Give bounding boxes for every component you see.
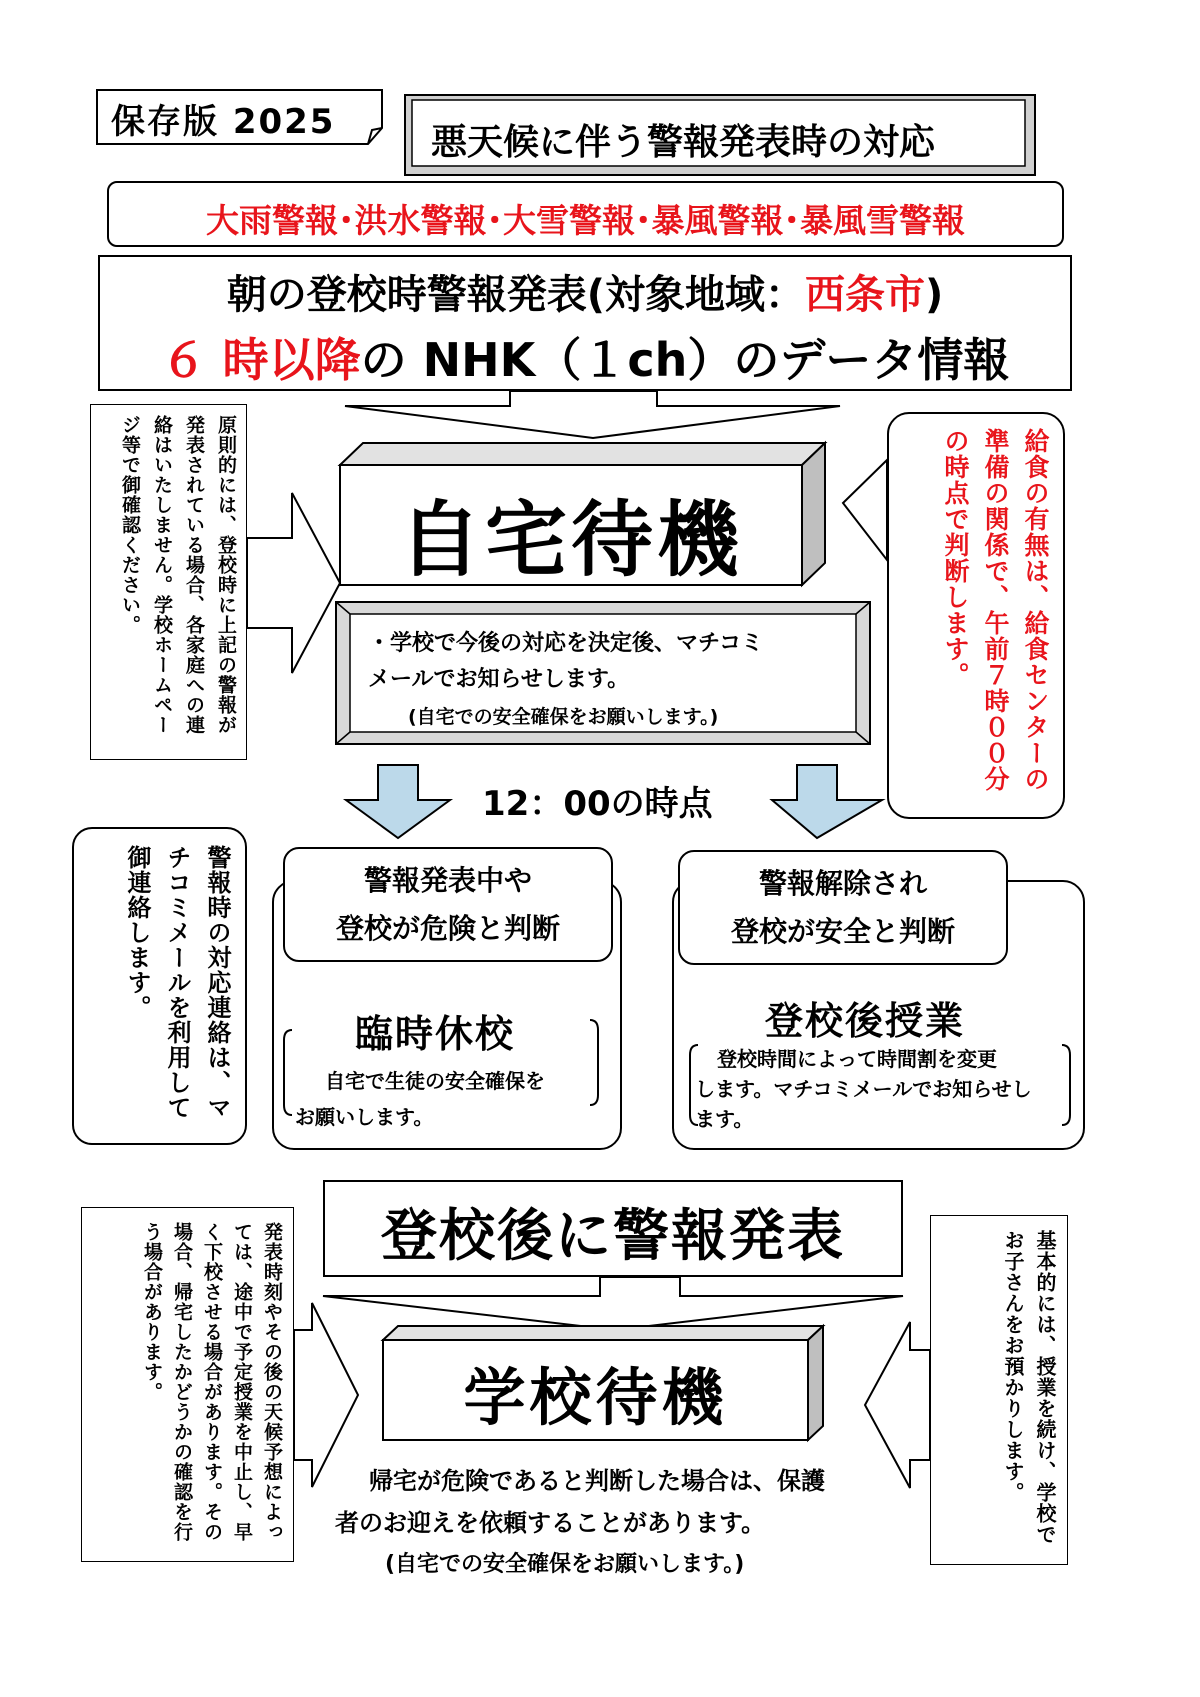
closure-desc-line1: 自宅で生徒の安全確保を (325, 1069, 545, 1093)
school-wait-title: 学校待機 (463, 1361, 728, 1434)
page-title: 悪天候に伴う警報発表時の対応 (431, 122, 936, 163)
home-note-line3: (自宅での安全確保をお願いします。) (408, 706, 719, 728)
side-note-school-custody: 基本的には、授業を続け、学校でお子さんをお預かりします。 (930, 1215, 1068, 1565)
morning-line2-b: の NHK（１ch）のデータ情報 (360, 333, 1010, 387)
morning-alert-box (98, 255, 1072, 391)
danger-line2: 登校が危険と判断 (335, 912, 560, 945)
school-wait-side (808, 1326, 823, 1440)
morning-line1-b: ) (925, 272, 944, 318)
home-wait-side (802, 443, 825, 585)
closure-desc-line2: お願いします。 (295, 1105, 434, 1129)
school-note-line2: 者のお迎えを依頼することがあります。 (335, 1509, 766, 1537)
class-after-arrival-desc (695, 1044, 1065, 1134)
callout-pointer (843, 460, 887, 560)
class-desc-line3: ます。 (695, 1107, 754, 1131)
home-note-line2: メールでお知らせします。 (368, 667, 630, 692)
target-area: 西条市 (805, 272, 925, 318)
home-wait-top (340, 443, 825, 465)
side-note-lunch: 給食の有無は、給食センターの準備の関係で、午前７時００分の時点で判断します。 (887, 412, 1065, 819)
right-arrow-icon (247, 493, 340, 673)
home-note-line1: ・学校で今後の対応を決定後、マチコミ (368, 631, 764, 656)
temporary-closure-title: 臨時休校 (355, 1012, 516, 1056)
down-arrow-icon (345, 391, 840, 438)
down-arrow-2-icon (323, 1277, 903, 1330)
home-wait-title: 自宅待機 (398, 493, 743, 588)
safe-condition (678, 850, 1008, 965)
danger-condition (283, 847, 613, 962)
safe-line1: 警報解除され (758, 867, 927, 900)
after-arrival-alert-title: 登校後に警報発表 (323, 1180, 903, 1277)
warning-types: 大雨警報･洪水警報･大雪警報･暴風警報･暴風雪警報 (107, 181, 1064, 247)
noon-checkpoint: 12：00の時点 (482, 784, 713, 824)
safe-line2: 登校が安全と判断 (730, 915, 955, 948)
school-wait-note (335, 1460, 915, 1586)
archive-badge: 保存版 2025 (111, 102, 336, 142)
side-note-early-dismissal: 発表時刻やその後の天候予想によっては、途中で予定授業を中止し、早く下校させる場合があります。その場合、帰宅したかどうかの確認を行う場合があります。 (81, 1207, 294, 1562)
school-note-line3: (自宅での安全確保をお願いします。) (385, 1552, 745, 1577)
side-note-no-contact: 原則的には、登校時に上記の警報が発表されている場合、各家庭への連絡はいたしません。学校ホームページ等で御確認ください。 (90, 404, 247, 760)
class-desc-line1: 登校時間によって時間割を変更 (717, 1047, 997, 1071)
danger-line1: 警報発表中や (363, 864, 532, 897)
side-note-mail-contact: 警報時の対応連絡は、マチコミメールを利用して御連絡します。 (72, 827, 247, 1145)
time-condition: ６ 時以降 (160, 333, 361, 387)
home-wait-note (348, 612, 858, 734)
school-wait-top (383, 1326, 823, 1340)
class-desc-line2: します。マチコミメールでお知らせし (695, 1077, 1032, 1101)
school-note-line1: 帰宅が危険であると判断した場合は、保護 (369, 1467, 825, 1495)
morning-line1-a: 朝の登校時警報発表(対象地域： (226, 272, 805, 318)
blue-arrow-right-icon (772, 765, 882, 838)
class-after-arrival-title: 登校後授業 (765, 999, 966, 1043)
temporary-closure-desc (295, 1063, 615, 1135)
blue-arrow-left-icon (346, 765, 450, 838)
